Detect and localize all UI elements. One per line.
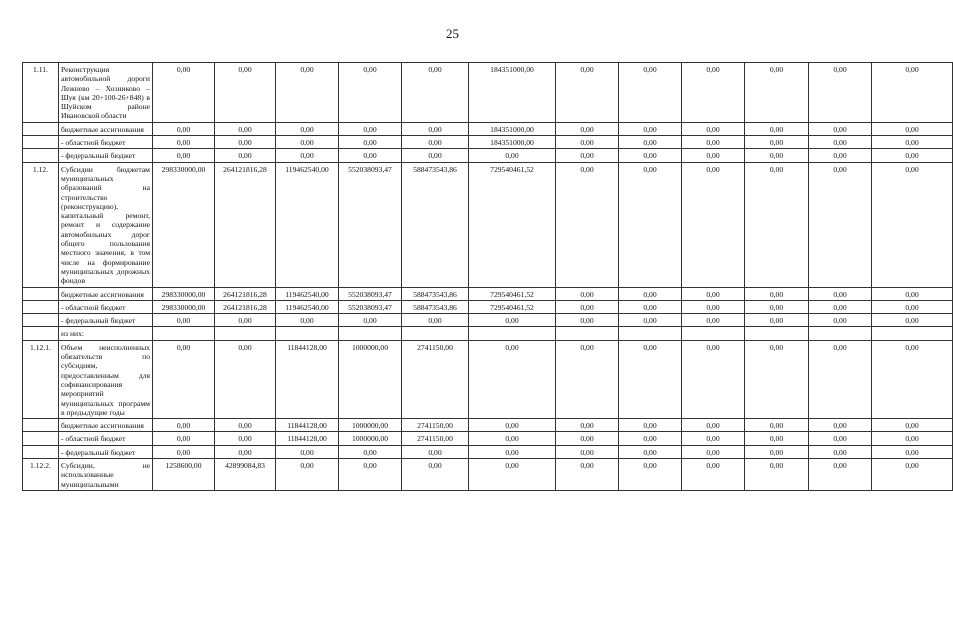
amount-cell: 1000000,00 xyxy=(339,340,402,418)
amount-cell: 1000000,00 xyxy=(339,432,402,445)
amount-cell: 0,00 xyxy=(339,458,402,490)
amount-cell: 0,00 xyxy=(809,458,872,490)
amount-cell: 0,00 xyxy=(153,136,215,149)
amount-cell: 0,00 xyxy=(872,136,953,149)
amount-cell: 0,00 xyxy=(153,63,215,123)
amount-cell: 0,00 xyxy=(872,458,953,490)
amount-cell: 0,00 xyxy=(153,149,215,162)
row-code xyxy=(23,445,59,458)
amount-cell: 2741150,00 xyxy=(402,432,469,445)
amount-cell: 0,00 xyxy=(215,136,276,149)
row-code xyxy=(23,327,59,340)
amount-cell: 0,00 xyxy=(745,149,809,162)
table-row xyxy=(23,432,953,445)
amount-cell: 0,00 xyxy=(682,122,745,135)
amount-cell: 0,00 xyxy=(872,300,953,313)
amount-cell: 0,00 xyxy=(809,162,872,287)
amount-cell: 0,00 xyxy=(153,432,215,445)
amount-cell: 0,00 xyxy=(153,122,215,135)
amount-cell: 184351000,00 xyxy=(469,136,556,149)
amount-cell: 0,00 xyxy=(745,300,809,313)
amount-cell: 0,00 xyxy=(745,136,809,149)
amount-cell: 0,00 xyxy=(682,300,745,313)
amount-cell: 119462540,00 xyxy=(276,287,339,300)
amount-cell: 0,00 xyxy=(809,445,872,458)
amount-cell: 0,00 xyxy=(809,432,872,445)
amount-cell: 0,00 xyxy=(276,122,339,135)
row-code xyxy=(23,314,59,327)
row-name: - федеральный бюджет xyxy=(59,445,153,458)
amount-cell: 0,00 xyxy=(153,419,215,432)
amount-cell: 0,00 xyxy=(153,340,215,418)
amount-cell xyxy=(339,327,402,340)
amount-cell xyxy=(872,327,953,340)
amount-cell: 0,00 xyxy=(745,419,809,432)
amount-cell: 0,00 xyxy=(809,63,872,123)
row-name: из них: xyxy=(59,327,153,340)
amount-cell: 11844128,00 xyxy=(276,340,339,418)
amount-cell xyxy=(619,327,682,340)
amount-cell: 0,00 xyxy=(215,149,276,162)
amount-cell: 0,00 xyxy=(619,136,682,149)
amount-cell: 0,00 xyxy=(872,445,953,458)
amount-cell: 184351000,00 xyxy=(469,63,556,123)
amount-cell: 0,00 xyxy=(682,445,745,458)
amount-cell: 0,00 xyxy=(556,162,619,287)
amount-cell: 0,00 xyxy=(619,122,682,135)
amount-cell xyxy=(469,327,556,340)
amount-cell: 0,00 xyxy=(215,63,276,123)
amount-cell: 0,00 xyxy=(556,149,619,162)
amount-cell: 119462540,00 xyxy=(276,162,339,287)
row-code xyxy=(23,432,59,445)
amount-cell: 0,00 xyxy=(872,122,953,135)
amount-cell: 0,00 xyxy=(872,149,953,162)
amount-cell: 0,00 xyxy=(682,287,745,300)
amount-cell: 0,00 xyxy=(402,314,469,327)
amount-cell: 552038093,47 xyxy=(339,300,402,313)
amount-cell: 0,00 xyxy=(619,162,682,287)
table-row xyxy=(23,300,953,313)
page-number: 25 xyxy=(446,26,459,41)
amount-cell: 0,00 xyxy=(745,287,809,300)
row-code xyxy=(23,300,59,313)
amount-cell: 0,00 xyxy=(556,314,619,327)
amount-cell: 0,00 xyxy=(276,149,339,162)
amount-cell: 0,00 xyxy=(682,458,745,490)
amount-cell: 0,00 xyxy=(745,445,809,458)
amount-cell: 0,00 xyxy=(339,63,402,123)
amount-cell: 0,00 xyxy=(872,63,953,123)
amount-cell: 0,00 xyxy=(682,314,745,327)
row-code xyxy=(23,122,59,135)
amount-cell: 552038093,47 xyxy=(339,162,402,287)
amount-cell: 0,00 xyxy=(619,314,682,327)
amount-cell: 0,00 xyxy=(619,300,682,313)
amount-cell: 0,00 xyxy=(215,314,276,327)
amount-cell: 0,00 xyxy=(215,419,276,432)
amount-cell: 0,00 xyxy=(682,419,745,432)
amount-cell: 0,00 xyxy=(809,136,872,149)
amount-cell: 0,00 xyxy=(556,445,619,458)
amount-cell: 0,00 xyxy=(809,149,872,162)
row-name: - федеральный бюджет xyxy=(59,314,153,327)
amount-cell: 0,00 xyxy=(619,63,682,123)
amount-cell: 0,00 xyxy=(872,314,953,327)
amount-cell: 0,00 xyxy=(556,458,619,490)
amount-cell: 0,00 xyxy=(402,136,469,149)
amount-cell: 0,00 xyxy=(469,149,556,162)
amount-cell: 729540461,52 xyxy=(469,162,556,287)
amount-cell: 0,00 xyxy=(469,340,556,418)
amount-cell: 0,00 xyxy=(682,162,745,287)
amount-cell: 0,00 xyxy=(469,314,556,327)
amount-cell: 0,00 xyxy=(469,419,556,432)
row-name: Объем неисполненных обязательств по субсидиям, предоставленным для софинансирования мероприятий муниципальных программ в предыдущие годы xyxy=(59,340,153,418)
amount-cell: 0,00 xyxy=(682,340,745,418)
amount-cell: 0,00 xyxy=(339,445,402,458)
amount-cell: 0,00 xyxy=(215,340,276,418)
amount-cell: 2741150,00 xyxy=(402,340,469,418)
amount-cell: 0,00 xyxy=(809,340,872,418)
amount-cell: 0,00 xyxy=(619,458,682,490)
row-code: 1.12.1. xyxy=(23,340,59,418)
amount-cell: 0,00 xyxy=(215,445,276,458)
row-name: - областной бюджет xyxy=(59,300,153,313)
amount-cell: 588473543,86 xyxy=(402,162,469,287)
amount-cell: 42899084,83 xyxy=(215,458,276,490)
row-name: бюджетные ассигнования xyxy=(59,122,153,135)
table-row xyxy=(23,340,953,418)
row-name: - федеральный бюджет xyxy=(59,149,153,162)
amount-cell: 11844128,00 xyxy=(276,432,339,445)
table-row xyxy=(23,122,953,135)
amount-cell: 0,00 xyxy=(556,122,619,135)
amount-cell: 0,00 xyxy=(402,458,469,490)
table-row xyxy=(23,458,953,490)
table-row xyxy=(23,63,953,123)
amount-cell: 0,00 xyxy=(809,300,872,313)
amount-cell: 0,00 xyxy=(402,149,469,162)
amount-cell: 0,00 xyxy=(276,314,339,327)
amount-cell: 0,00 xyxy=(153,314,215,327)
table-row xyxy=(23,445,953,458)
amount-cell xyxy=(402,327,469,340)
amount-cell: 264121816,28 xyxy=(215,287,276,300)
amount-cell: 1000000,00 xyxy=(339,419,402,432)
row-code xyxy=(23,136,59,149)
amount-cell: 1258600,00 xyxy=(153,458,215,490)
amount-cell: 184351000,00 xyxy=(469,122,556,135)
amount-cell xyxy=(556,327,619,340)
amount-cell: 0,00 xyxy=(745,162,809,287)
amount-cell: 0,00 xyxy=(809,122,872,135)
amount-cell: 0,00 xyxy=(682,136,745,149)
amount-cell: 0,00 xyxy=(745,63,809,123)
table-row xyxy=(23,162,953,287)
row-code xyxy=(23,287,59,300)
amount-cell: 0,00 xyxy=(276,63,339,123)
amount-cell xyxy=(682,327,745,340)
amount-cell: 0,00 xyxy=(339,314,402,327)
amount-cell: 0,00 xyxy=(469,458,556,490)
amount-cell: 0,00 xyxy=(556,136,619,149)
row-name: Реконструкция автомобильной дороги Лежнево – Хозниково – Шуя (км 20+100-26+848) в Шуйском районе Ивановской области xyxy=(59,63,153,123)
amount-cell: 0,00 xyxy=(809,314,872,327)
row-name: - областной бюджет xyxy=(59,432,153,445)
amount-cell: 264121816,28 xyxy=(215,300,276,313)
amount-cell: 0,00 xyxy=(402,122,469,135)
amount-cell: 0,00 xyxy=(619,340,682,418)
table-row xyxy=(23,327,953,340)
amount-cell: 0,00 xyxy=(619,149,682,162)
amount-cell: 0,00 xyxy=(619,419,682,432)
amount-cell: 729540461,52 xyxy=(469,287,556,300)
amount-cell: 264121816,28 xyxy=(215,162,276,287)
amount-cell: 0,00 xyxy=(556,432,619,445)
amount-cell: 0,00 xyxy=(556,340,619,418)
amount-cell: 0,00 xyxy=(745,458,809,490)
amount-cell: 552038093,47 xyxy=(339,287,402,300)
row-name: - областной бюджет xyxy=(59,136,153,149)
amount-cell: 0,00 xyxy=(556,287,619,300)
amount-cell: 298330000,00 xyxy=(153,300,215,313)
row-code: 1.11. xyxy=(23,63,59,123)
row-name: бюджетные ассигнования xyxy=(59,419,153,432)
table-row xyxy=(23,287,953,300)
amount-cell: 0,00 xyxy=(745,340,809,418)
amount-cell: 0,00 xyxy=(745,432,809,445)
amount-cell: 0,00 xyxy=(872,162,953,287)
amount-cell: 0,00 xyxy=(276,458,339,490)
amount-cell: 0,00 xyxy=(809,287,872,300)
amount-cell: 0,00 xyxy=(339,122,402,135)
amount-cell: 729540461,52 xyxy=(469,300,556,313)
amount-cell: 0,00 xyxy=(215,432,276,445)
amount-cell: 0,00 xyxy=(619,287,682,300)
amount-cell: 0,00 xyxy=(682,149,745,162)
table-row xyxy=(23,314,953,327)
amount-cell: 0,00 xyxy=(872,419,953,432)
amount-cell: 298330000,00 xyxy=(153,287,215,300)
amount-cell: 0,00 xyxy=(402,63,469,123)
amount-cell: 0,00 xyxy=(469,445,556,458)
amount-cell: 0,00 xyxy=(682,63,745,123)
amount-cell: 0,00 xyxy=(619,432,682,445)
amount-cell: 0,00 xyxy=(153,445,215,458)
amount-cell: 0,00 xyxy=(872,287,953,300)
amount-cell: 0,00 xyxy=(276,445,339,458)
amount-cell: 588473543,86 xyxy=(402,300,469,313)
amount-cell: 0,00 xyxy=(215,122,276,135)
row-code xyxy=(23,419,59,432)
row-code: 1.12. xyxy=(23,162,59,287)
amount-cell: 0,00 xyxy=(556,419,619,432)
amount-cell xyxy=(809,327,872,340)
amount-cell: 0,00 xyxy=(872,432,953,445)
row-code xyxy=(23,149,59,162)
amount-cell xyxy=(215,327,276,340)
amount-cell: 0,00 xyxy=(619,445,682,458)
table-row xyxy=(23,419,953,432)
amount-cell xyxy=(153,327,215,340)
amount-cell: 0,00 xyxy=(556,300,619,313)
amount-cell: 2741150,00 xyxy=(402,419,469,432)
amount-cell: 11844128,00 xyxy=(276,419,339,432)
amount-cell: 0,00 xyxy=(556,63,619,123)
table-row xyxy=(23,136,953,149)
row-code: 1.12.2. xyxy=(23,458,59,490)
budget-table xyxy=(22,62,953,491)
amount-cell: 0,00 xyxy=(682,432,745,445)
row-name: Субсидии, не использованные муниципальными xyxy=(59,458,153,490)
amount-cell: 588473543,86 xyxy=(402,287,469,300)
amount-cell: 0,00 xyxy=(276,136,339,149)
amount-cell: 0,00 xyxy=(402,445,469,458)
row-name: бюджетные ассигнования xyxy=(59,287,153,300)
amount-cell: 0,00 xyxy=(872,340,953,418)
amount-cell: 0,00 xyxy=(339,136,402,149)
amount-cell: 0,00 xyxy=(745,122,809,135)
amount-cell: 298330000,00 xyxy=(153,162,215,287)
table-row xyxy=(23,149,953,162)
amount-cell: 119462540,00 xyxy=(276,300,339,313)
amount-cell: 0,00 xyxy=(809,419,872,432)
amount-cell: 0,00 xyxy=(339,149,402,162)
row-name: Субсидии бюджетам муниципальных образований на строительство (реконструкцию), капитальный ремонт, ремонт и содержание автомобильных дорог общего пользования местного значения, в том числе на формирование муниципальных дорожных фондов xyxy=(59,162,153,287)
amount-cell xyxy=(276,327,339,340)
amount-cell xyxy=(745,327,809,340)
amount-cell: 0,00 xyxy=(745,314,809,327)
amount-cell: 0,00 xyxy=(469,432,556,445)
